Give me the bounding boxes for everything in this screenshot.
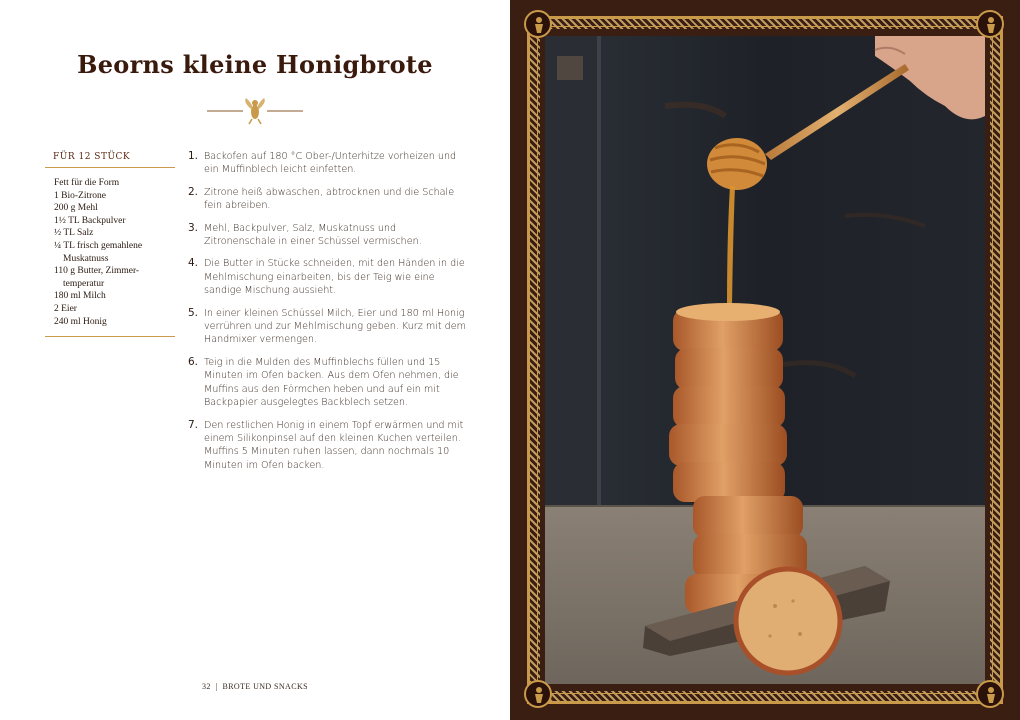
bee-ornament-icon [205, 96, 305, 126]
ingredients-box [45, 148, 175, 337]
step-number: 7. [188, 418, 199, 431]
step-item [188, 186, 470, 213]
yield-header: FÜR 12 STÜCK [45, 148, 175, 168]
ingredient-item: 1 Bio-Zitrone [54, 190, 106, 201]
ingredient-item: 180 ml Milch [54, 291, 106, 302]
step-text: In einer kleinen Schüssel Milch, Eier und 180 ml Honig verrühren und zur Mehlmischung geben. Kurz mit dem Handmixer vermengen. [204, 307, 466, 346]
ingredient-item: 240 ml Honig [54, 316, 107, 327]
step-text: Teig in die Mulden des Muffinblechs füllen und 15 Minuten im Ofen backen. Aus dem Ofen nehmen, die Muffins aus den Förmchen heben und auf ein mit Backpapier ausgelegtes Backblech setzen. [204, 356, 459, 409]
step-item [188, 307, 470, 347]
section-name: BROTE UND SNACKS [222, 682, 308, 691]
page-number: 32 [202, 682, 211, 691]
step-text: Backofen auf 180 °C Ober-/Unterhitze vorheizen und ein Muffinblech leicht einfetten. [204, 151, 457, 176]
step-item [188, 222, 470, 249]
step-text: Zitrone heiß abwaschen, abtrocknen und die Schale fein abreiben. [204, 186, 455, 212]
ingredient-item: 110 g Butter, Zimmer-temperatur [54, 266, 140, 289]
step-number: 6. [188, 355, 199, 368]
figure-corner-icon [976, 680, 1004, 708]
figure-corner-icon [976, 10, 1004, 38]
ingredient-item: Fett für die Form [54, 178, 120, 188]
step-number: 5. [188, 306, 199, 319]
recipe-title: Beorns kleine Honigbrote [77, 50, 433, 79]
ingredient-list [45, 168, 175, 337]
ingredient-item: ½ TL Salz [54, 228, 94, 239]
figure-corner-icon [524, 10, 552, 38]
right-page [510, 0, 1020, 720]
step-item [188, 150, 470, 177]
step-number: 3. [188, 221, 199, 234]
step-number: 2. [188, 185, 199, 198]
recipe-photo [545, 36, 985, 684]
ingredient-item: ¼ TL frisch gemahlene Muskatnuss [54, 240, 143, 264]
step-text: Mehl, Backpulver, Salz, Muskatnuss und Zitronenschale in einer Schüssel vermischen. [204, 222, 422, 248]
step-item [188, 356, 470, 410]
page-footer [0, 682, 510, 691]
instruction-steps [188, 150, 470, 481]
ingredient-item: 200 g Mehl [54, 203, 98, 214]
footer-separator: | [215, 682, 218, 691]
step-number: 4. [188, 257, 199, 270]
step-item [188, 419, 470, 473]
step-text: Den restlichen Honig in einem Topf erwärmen und mit einem Silikonpinsel auf den kleinen Kuchen verteilen. Muffins 5 Minuten ruhen lassen, dann nochmals 10 Minuten im Ofen backen. [204, 419, 464, 471]
step-item [188, 257, 470, 297]
figure-corner-icon [524, 680, 552, 708]
step-number: 1. [188, 150, 199, 162]
ingredient-item: 1½ TL Backpulver [54, 215, 126, 226]
ingredient-item: 2 Eier [54, 303, 77, 314]
step-text: Die Butter in Stücke schneiden, mit den Händen in die Mehlmischung einarbeiten, bis der Teig wie eine sandige Mischung aussieht. [204, 258, 465, 297]
